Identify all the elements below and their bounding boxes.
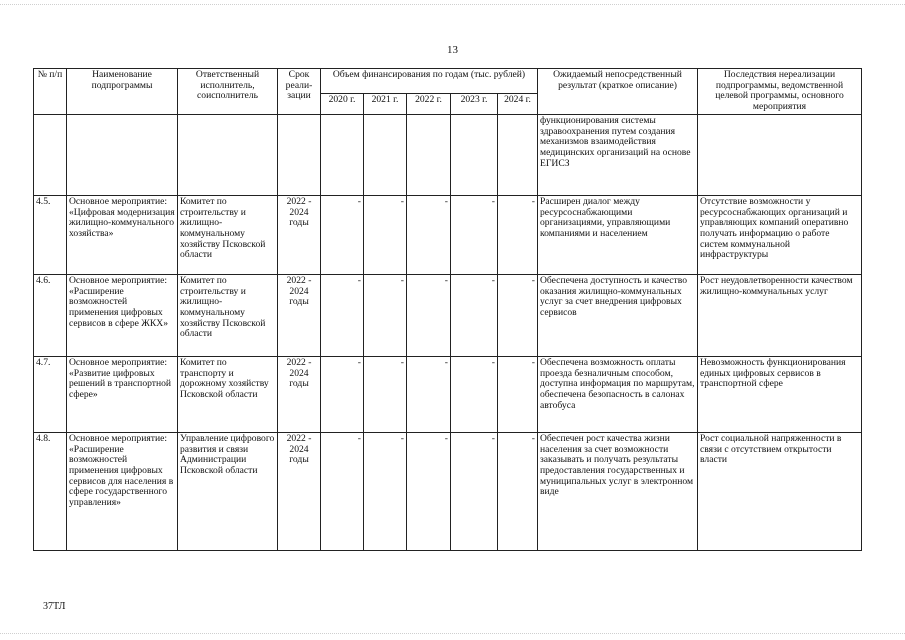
cell-fund-2020: - bbox=[321, 195, 364, 274]
cell-num: 4.6. bbox=[34, 274, 67, 356]
col-header-result: Ожидаемый непосредственный результат (краткое описание) bbox=[538, 69, 698, 115]
cell-term: 2022 - 2024 годы bbox=[278, 432, 321, 550]
cell-term: 2022 - 2024 годы bbox=[278, 356, 321, 432]
cell-result: Обеспечен рост качества жизни населения за счет возможности заказывать и получать результаты предоставления государственных и муниципальных услуг в электронном виде bbox=[538, 432, 698, 550]
cell-name bbox=[67, 114, 178, 195]
cell-fund-2024: - bbox=[498, 195, 538, 274]
cell-responsible: Комитет по строительству и жилищно-коммунальному хозяйству Псковской области bbox=[178, 195, 278, 274]
scan-edge-top bbox=[0, 4, 905, 6]
cell-responsible bbox=[178, 114, 278, 195]
cell-responsible: Комитет по транспорту и дорожному хозяйству Псковской области bbox=[178, 356, 278, 432]
col-header-term: Срок реали-зации bbox=[278, 69, 321, 115]
cell-term: 2022 - 2024 годы bbox=[278, 195, 321, 274]
cell-consequences: Отсутствие возможности у ресурсоснабжающих организаций и управляющих компаний оперативно получать информацию о работе систем коммунальной инфраструктуры bbox=[698, 195, 862, 274]
footer-code: 37ТЛ bbox=[43, 601, 66, 612]
col-header-name: Наименование подпрограммы bbox=[67, 69, 178, 115]
cell-result: Обеспечена возможность оплаты проезда безналичным способом, доступна информация по маршрутам, обеспечена безопасность в салонах автобуса bbox=[538, 356, 698, 432]
cell-name: Основное мероприятие: «Расширение возможностей применения цифровых сервисов для населения в сфере государственного управления» bbox=[67, 432, 178, 550]
cell-result: Обеспечена доступность и качество оказания жилищно-коммунальных услуг за счет внедрения цифровых сервисов bbox=[538, 274, 698, 356]
cell-num: 4.8. bbox=[34, 432, 67, 550]
col-header-year-2020: 2020 г. bbox=[321, 94, 364, 114]
cell-fund-2022 bbox=[407, 114, 451, 195]
cell-fund-2024: - bbox=[498, 274, 538, 356]
page-number: 13 bbox=[447, 44, 458, 56]
cell-term bbox=[278, 114, 321, 195]
cell-consequences: Рост социальной напряженности в связи с отсутствием открытости власти bbox=[698, 432, 862, 550]
cell-fund-2020: - bbox=[321, 432, 364, 550]
cell-num: 4.7. bbox=[34, 356, 67, 432]
cell-fund-2024: - bbox=[498, 432, 538, 550]
cell-fund-2023: - bbox=[451, 356, 498, 432]
program-table bbox=[33, 68, 862, 551]
cell-consequences bbox=[698, 114, 862, 195]
table-row bbox=[34, 432, 862, 550]
table-row bbox=[34, 356, 862, 432]
col-header-responsible: Ответственный исполнитель, соисполнитель bbox=[178, 69, 278, 115]
cell-name: Основное мероприятие: «Цифровая модернизация жилищно-коммунального хозяйства» bbox=[67, 195, 178, 274]
cell-fund-2021: - bbox=[364, 356, 407, 432]
cell-fund-2020: - bbox=[321, 356, 364, 432]
cell-responsible: Комитет по строительству и жилищно-коммунальному хозяйству Псковской области bbox=[178, 274, 278, 356]
cell-fund-2023: - bbox=[451, 274, 498, 356]
cell-fund-2022: - bbox=[407, 274, 451, 356]
cell-fund-2021: - bbox=[364, 432, 407, 550]
table-header bbox=[34, 69, 862, 115]
cell-fund-2022: - bbox=[407, 432, 451, 550]
cell-result: Расширен диалог между ресурсоснабжающими организациями, управляющими компаниями и населением bbox=[538, 195, 698, 274]
cell-fund-2024 bbox=[498, 114, 538, 195]
cell-fund-2022: - bbox=[407, 195, 451, 274]
scan-edge-bottom bbox=[0, 633, 905, 635]
table-row bbox=[34, 274, 862, 356]
cell-fund-2023: - bbox=[451, 195, 498, 274]
cell-fund-2020: - bbox=[321, 274, 364, 356]
table-row bbox=[34, 195, 862, 274]
col-header-year-2021: 2021 г. bbox=[364, 94, 407, 114]
cell-fund-2022: - bbox=[407, 356, 451, 432]
cell-result: функционирования системы здравоохранения путем создания механизмов взаимодействия медицинских организаций на основе ЕГИСЗ bbox=[538, 114, 698, 195]
cell-fund-2023 bbox=[451, 114, 498, 195]
cell-fund-2021: - bbox=[364, 195, 407, 274]
col-header-year-2023: 2023 г. bbox=[451, 94, 498, 114]
cell-term: 2022 - 2024 годы bbox=[278, 274, 321, 356]
col-header-funding: Объем финансирования по годам (тыс. рублей) bbox=[321, 69, 538, 94]
cell-fund-2023: - bbox=[451, 432, 498, 550]
cell-consequences: Невозможность функционирования единых цифровых сервисов в транспортной сфере bbox=[698, 356, 862, 432]
cell-num bbox=[34, 114, 67, 195]
cell-responsible: Управление цифрового развития и связи Администрации Псковской области bbox=[178, 432, 278, 550]
col-header-year-2024: 2024 г. bbox=[498, 94, 538, 114]
cell-name: Основное мероприятие: «Расширение возможностей применения цифровых сервисов в сфере ЖКХ» bbox=[67, 274, 178, 356]
cell-fund-2021: - bbox=[364, 274, 407, 356]
col-header-year-2022: 2022 г. bbox=[407, 94, 451, 114]
cell-fund-2024: - bbox=[498, 356, 538, 432]
col-header-consequences: Последствия нереализации подпрограммы, ведомственной целевой программы, основного мероприятия bbox=[698, 69, 862, 115]
table-row-continuation bbox=[34, 114, 862, 195]
cell-name: Основное мероприятие: «Развитие цифровых решений в транспортной сфере» bbox=[67, 356, 178, 432]
cell-fund-2020 bbox=[321, 114, 364, 195]
col-header-num: № п/п bbox=[34, 69, 67, 115]
cell-fund-2021 bbox=[364, 114, 407, 195]
cell-consequences: Рост неудовлетворенности качеством жилищно-коммунальных услуг bbox=[698, 274, 862, 356]
cell-num: 4.5. bbox=[34, 195, 67, 274]
